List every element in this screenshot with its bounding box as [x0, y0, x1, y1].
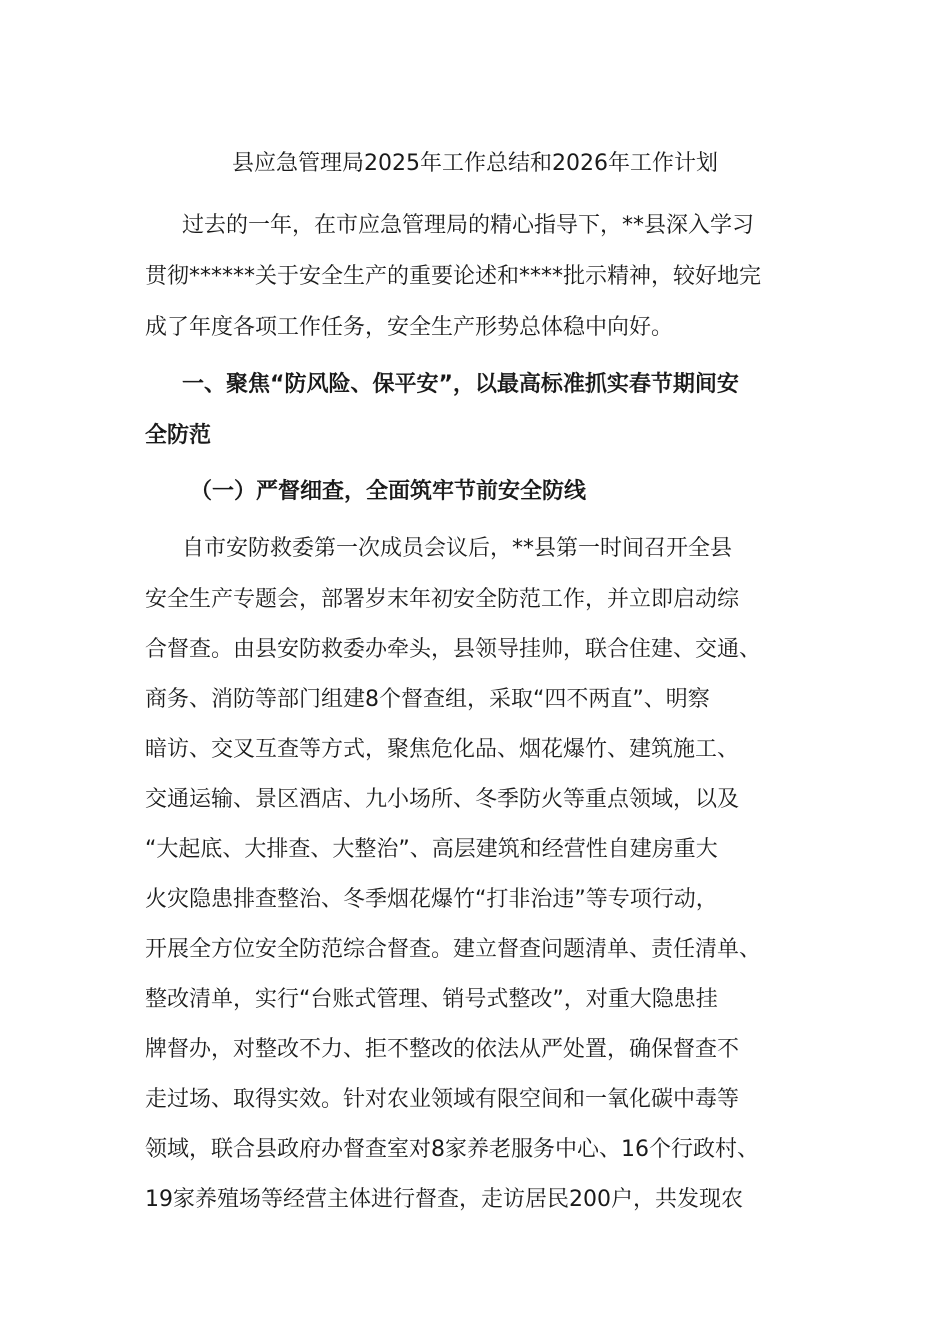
body-line: 商务、消防等部门组建8个督查组，采取“四不两直”、明察 [145, 687, 710, 712]
body-line: 暗访、交叉互查等方式，聚焦危化品、烟花爆竹、建筑施工、 [145, 737, 740, 762]
body-line: 自市安防救委第一次成员会议后，**县第一时间召开全县 [182, 536, 733, 561]
body-line: 安全生产专题会，部署岁末年初安全防范工作，并立即启动综 [145, 587, 740, 612]
body-line: 领域，联合县政府办督查室对8家养老服务中心、16个行政村、 [145, 1137, 759, 1162]
body-line: 合督查。由县安防救委办牵头，县领导挂帅，联合住建、交通、 [145, 637, 762, 662]
subsection-heading: （一）严督细查，全面筑牢节前安全防线 [190, 479, 587, 504]
intro-line-2: 贯彻******关于安全生产的重要论述和****批示精神，较好地完 [145, 264, 762, 289]
body-line: 开展全方位安全防范综合督查。建立督查问题清单、责任清单、 [145, 937, 762, 962]
document-title: 县应急管理局2025年工作总结和2026年工作计划 [232, 151, 718, 176]
body-line: 走过场、取得实效。针对农业领域有限空间和一氧化碳中毒等 [145, 1087, 740, 1112]
body-line: 牌督办，对整改不力、拒不整改的依法从严处置，确保督查不 [145, 1037, 740, 1062]
body-line: 整改清单，实行“台账式管理、销号式整改”，对重大隐患挂 [145, 987, 718, 1012]
body-line: 交通运输、景区酒店、九小场所、冬季防火等重点领域，以及 [145, 787, 740, 812]
body-line: “大起底、大排查、大整治”、高层建筑和经营性自建房重大 [145, 837, 718, 862]
intro-line-1: 过去的一年，在市应急管理局的精心指导下，**县深入学习 [182, 213, 755, 238]
section-heading-line-2: 全防范 [145, 423, 212, 448]
intro-line-3: 成了年度各项工作任务，安全生产形势总体稳中向好。 [145, 315, 674, 340]
section-heading-line-1: 一、聚焦“防风险、保平安”，以最高标准抓实春节期间安 [182, 372, 739, 397]
body-line: 火灾隐患排查整治、冬季烟花爆竹“打非治违”等专项行动， [145, 887, 718, 912]
body-line: 19家养殖场等经营主体进行督查，走访居民200户，共发现农 [145, 1187, 743, 1212]
